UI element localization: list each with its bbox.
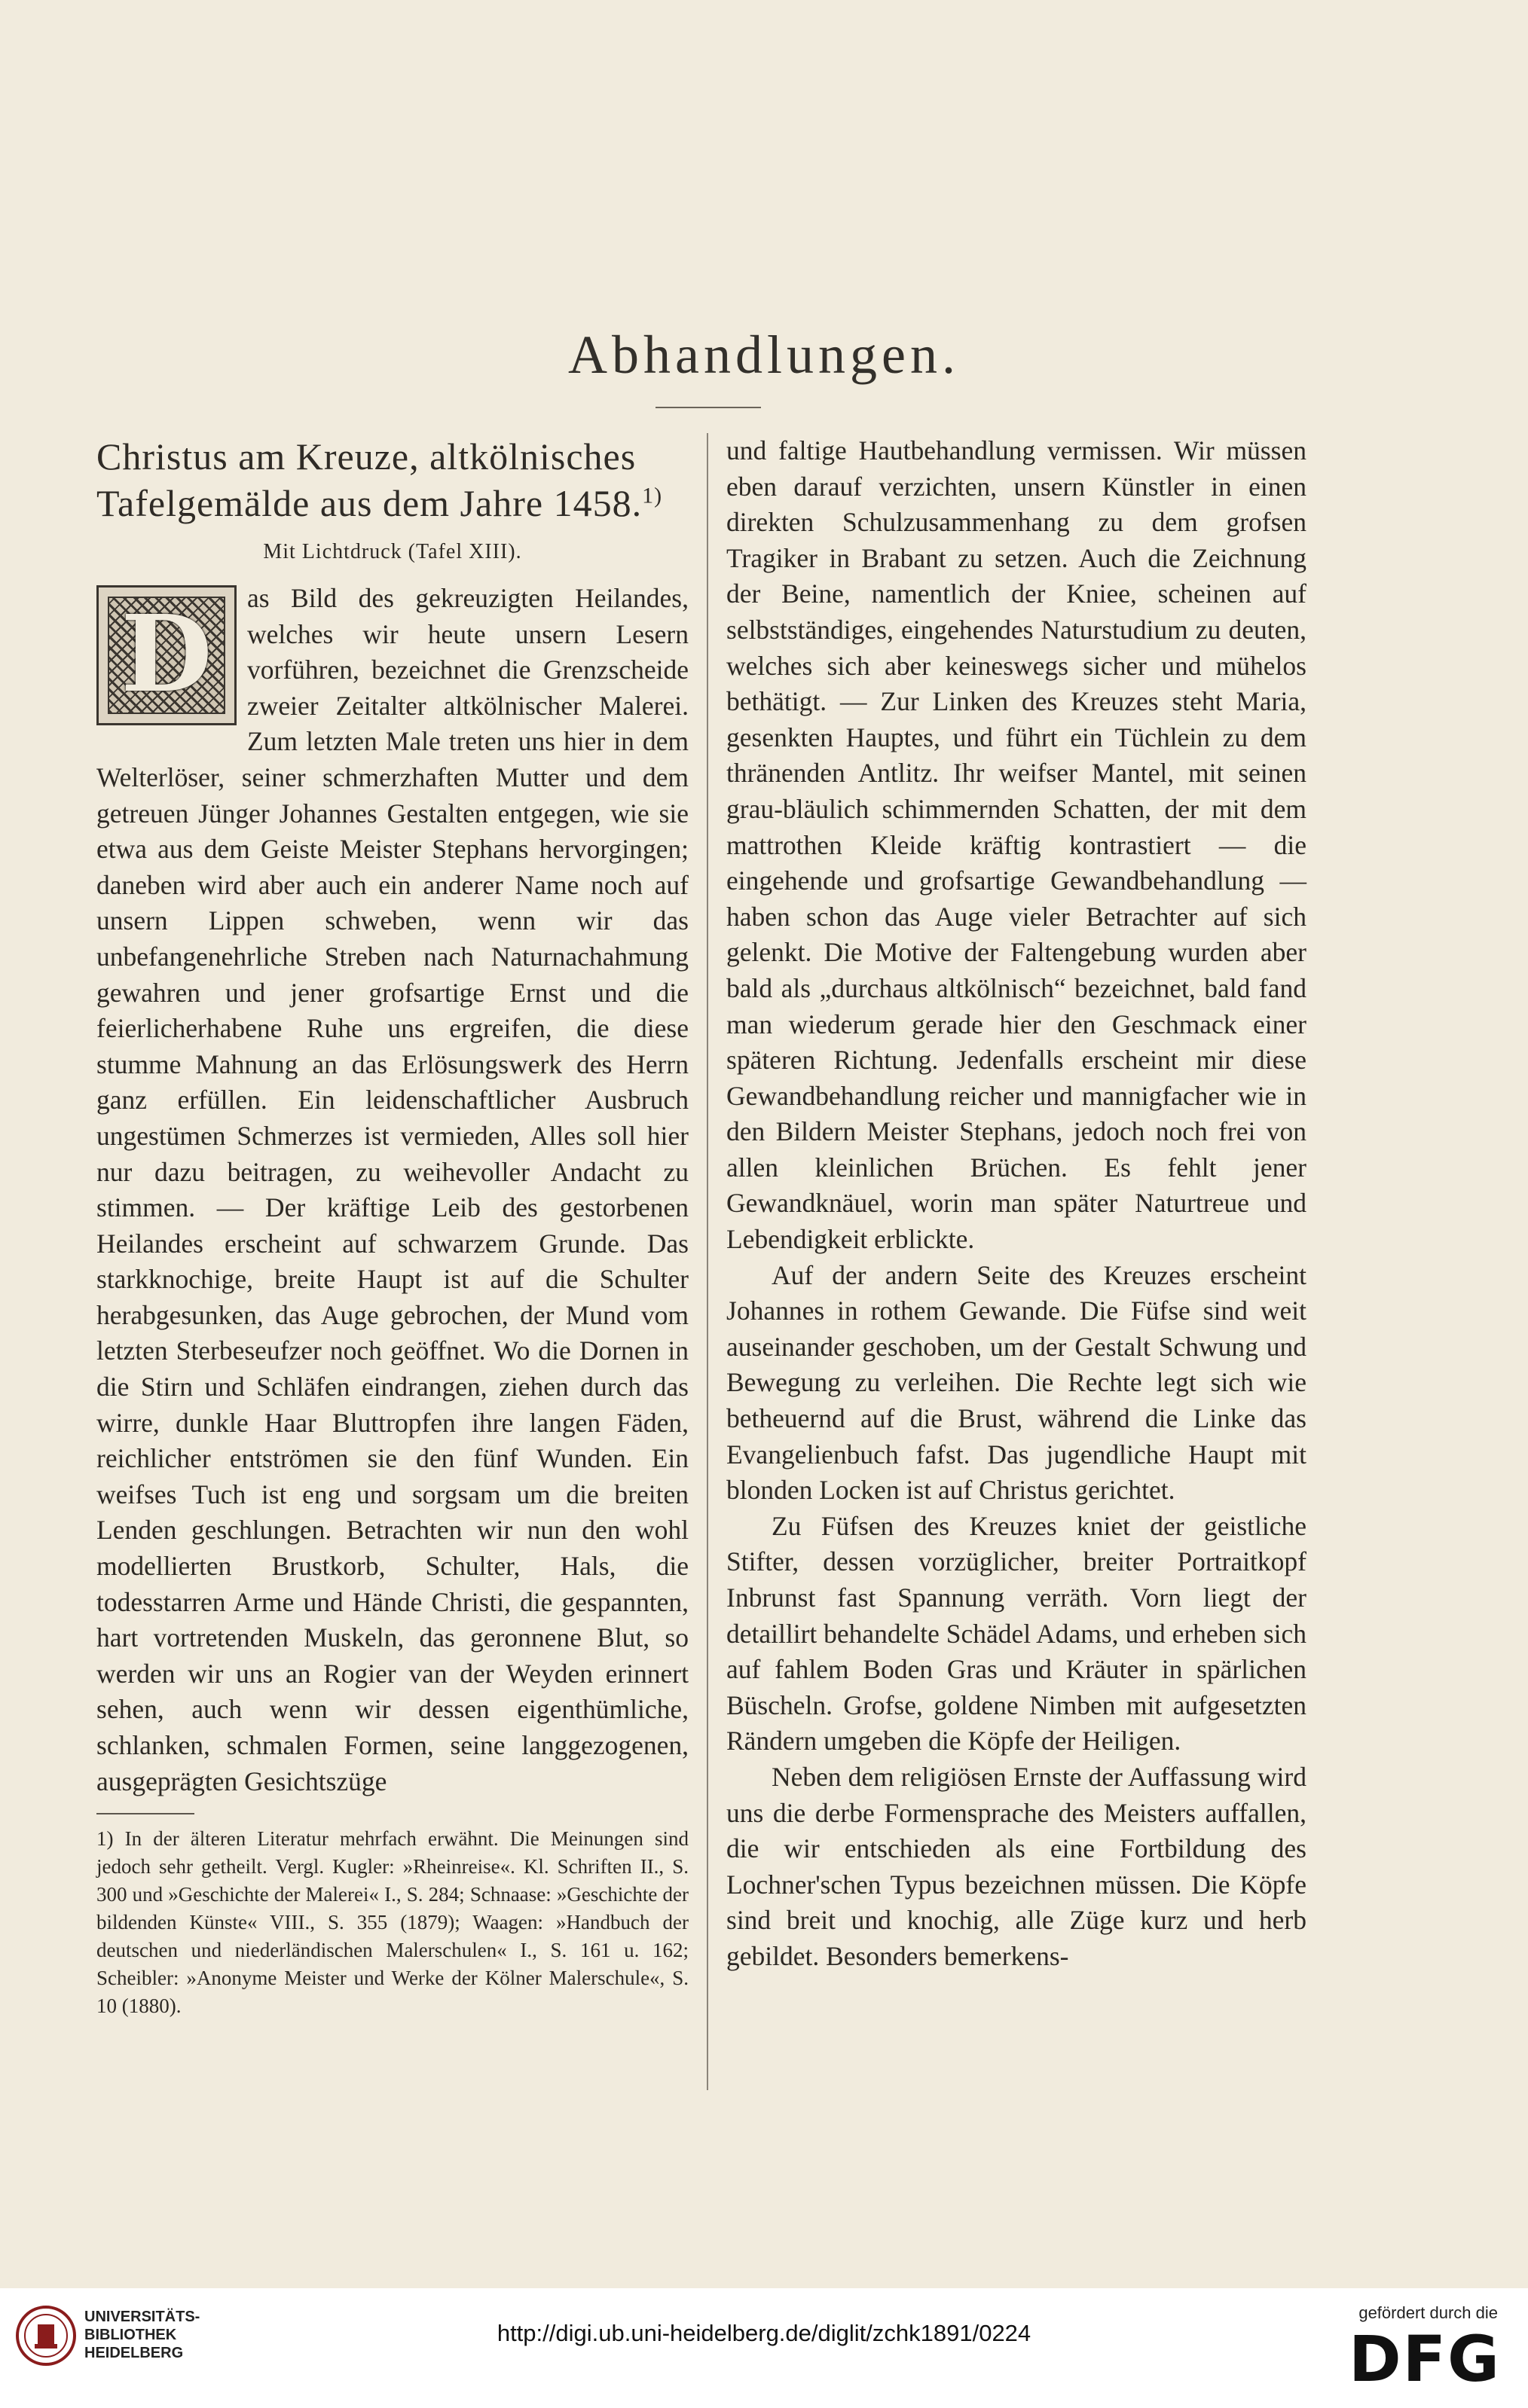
- section-title: Abhandlungen.: [568, 325, 960, 385]
- paragraph: Zu Füfsen des Kreuzes kniet der geistliche Stifter, dessen vorzüglicher, breiter Portraitkopf Inbrunst fast Spannung verräth. Vorn liegt der detaillirt behandelte Schädel Adams, und erheben sich auf fahlem Boden Gras und Kräuter in spärlichen Büscheln. Grofse, goldene Nimben mit aufgesetzten Rändern umgeben die Köpfe der Heiligen.: [726, 1510, 1306, 1756]
- footnote: 1) In der älteren Literatur mehrfach erwähnt. Die Meinungen sind jedoch sehr getheilt. Vergl. Kugler: »Rheinreise«. Kl. Schriften II., S. 300 und »Geschichte der Malerei« I., S. 284; Schnaase: »Geschichte der bildenden Künste« VIII., S. 355 (1879); Waagen: »Handbuch der deutschen und niederländischen Malerschulen« I., S. 161 u. 162; Scheibler: »Anonyme Meister und Werke der Kölner Malerschule«, S. 10 (1880).: [96, 1827, 689, 2018]
- library-line: BIBLIOTHEK: [84, 2327, 177, 2343]
- dfg-logo: DFG: [1348, 2322, 1501, 2396]
- plate-note: Mit Lichtdruck (Tafel XIII).: [263, 540, 522, 563]
- left-column: [96, 433, 689, 2020]
- paragraph: Auf der andern Seite des Kreuzes erscheint Johannes in rothem Gewande. Die Füfse sind weit auseinander geschoben, um der Gestalt Schwung und Bewegung zu verleihen. Die Rechte legt sich wie betheuernd auf die Brust, während die Linke das Evangelienbuch fafst. Das jugendliche Haupt mit blonden Locken ist auf Christus gerichtet.: [726, 1259, 1306, 1506]
- column-divider: [707, 433, 708, 2090]
- title-divider: [656, 407, 761, 408]
- dropcap-letter: D: [121, 593, 212, 717]
- footnote-divider: [96, 1813, 194, 1814]
- paragraph: Neben dem religiösen Ernste der Auffassung wird uns die derbe Formensprache des Meisters auffallen, die wir entschieden als eine Fortbildung des Lochner'schen Typus bezeichnen müssen. Die Köpfe sind breit und knochig, alle Züge kurz und herb gebildet. Besonders bemerkens-: [726, 1761, 1306, 1971]
- paragraph: as Bild des gekreuzigten Heilandes, welches wir heute unsern Lesern vorführen, bezeichnet die Grenzscheide zweier Zeitalter altkölnischer Malerei. Zum letzten Male treten uns hier in dem Welterlöser, seiner schmerzhaften Mutter und dem getreuen Jünger Johannes Gestalten entgegen, wie sie etwa aus dem Geiste Meister Stephans hervorgingen; daneben wird aber auch ein anderer Name noch auf unsern Lippen schweben, wenn wir das unbefangenehrliche Streben nach Naturnachahmung gewahren und jener grofsartige Ernst und die feierlicherhabene Ruhe uns ergreifen, die diese stumme Mahnung an das Erlösungswerk des Herrn ganz erfüllen. Ein leidenschaftlicher Ausbruch ungestümen Schmerzes ist vermieden, Alles soll hier nur dazu beitragen, zu weihevoller Andacht zu stimmen. — Der kräftige Leib des gestorbenen Heilandes erscheint auf schwarzem Grunde. Das starkknochige, breite Haupt ist auf die Schulter herabgesunken, das Auge gebrochen, der Mund vom letzten Sterbeseufzer noch geöffnet. Wo die Dornen in die Stirn und Schläfen eindrangen, ziehen durch das wirre, dunkle Haar Bluttropfen ihre langen Fäden, reichlicher entströmen sie den fünf Wunden. Ein weifses Tuch ist eng und sorgsam um die breiten Lenden geschlungen. Betrachten wir nun den wohl modellierten Brustkorb, Schulter, Hals, die todesstarren Arme und Hände Christi, die gespannten, hart vortretenden Muskeln, das geronnene Blut, so werden wir uns an Rogier van der Weyden erinnert sehen, auch wenn wir dessen eigenthümliche, schlanken, schmalen Formen, seine langgezogenen, ausgeprägten Gesichtszüge: [96, 583, 689, 1796]
- right-column: [726, 433, 1306, 1975]
- footnote-mark: 1): [642, 483, 663, 508]
- article-title-text: Christus am Kreuze, altkölnisches Tafelgemälde aus dem Jahre 1458.: [96, 435, 643, 524]
- library-line: UNIVERSITÄTS-: [84, 2309, 200, 2325]
- footer-bar: [0, 2288, 1528, 2408]
- article-title: [96, 433, 689, 526]
- dropcap-ornament: [96, 585, 237, 725]
- funded-by-text: gefördert durch die: [1358, 2303, 1498, 2322]
- permalink-url[interactable]: http://digi.ub.uni-heidelberg.de/diglit/zchk1891/0224: [497, 2320, 1031, 2346]
- paragraph: und faltige Hautbehandlung vermissen. Wir müssen eben darauf verzichten, unsern Künstler in einen direkten Schulzusammenhang zu dem grofsen Tragiker in Brabant zu setzen. Auch die Zeichnung der Beine, namentlich der Kniee, scheinen auf selbstständiges, eingehendes Naturstudium zu deuten, welches sich aber keineswegs sicher und mühelos bethätigt. — Zur Linken des Kreuzes steht Maria, gesenkten Hauptes, und führt ein Tüchlein zu dem thränenden Antlitz. Ihr weifser Mantel, mit seinen grau-bläulich schimmernden Schatten, der mit dem mattrothen Kleide kräftig kontrastiert — die eingehende und grofsartige Gewandbehandlung — haben schon das Auge vieler Betrachter auf sich gelenkt. Die Motive der Faltengebung wurden aber bald als „durchaus altkölnisch“ bezeichnet, bald fand man wiederum gerade hier den Geschmack einer späteren Richtung. Jedenfalls erscheint mir diese Gewandbehandlung reicher und mannigfacher wie in den Bildern Meister Stephans, jedoch noch frei von allen kleinlichen Brüchen. Es fehlt jener Gewandknäuel, worin man später Naturtreue und Lebendigkeit erblickte.: [726, 435, 1306, 1255]
- library-line: HEIDELBERG: [84, 2345, 184, 2361]
